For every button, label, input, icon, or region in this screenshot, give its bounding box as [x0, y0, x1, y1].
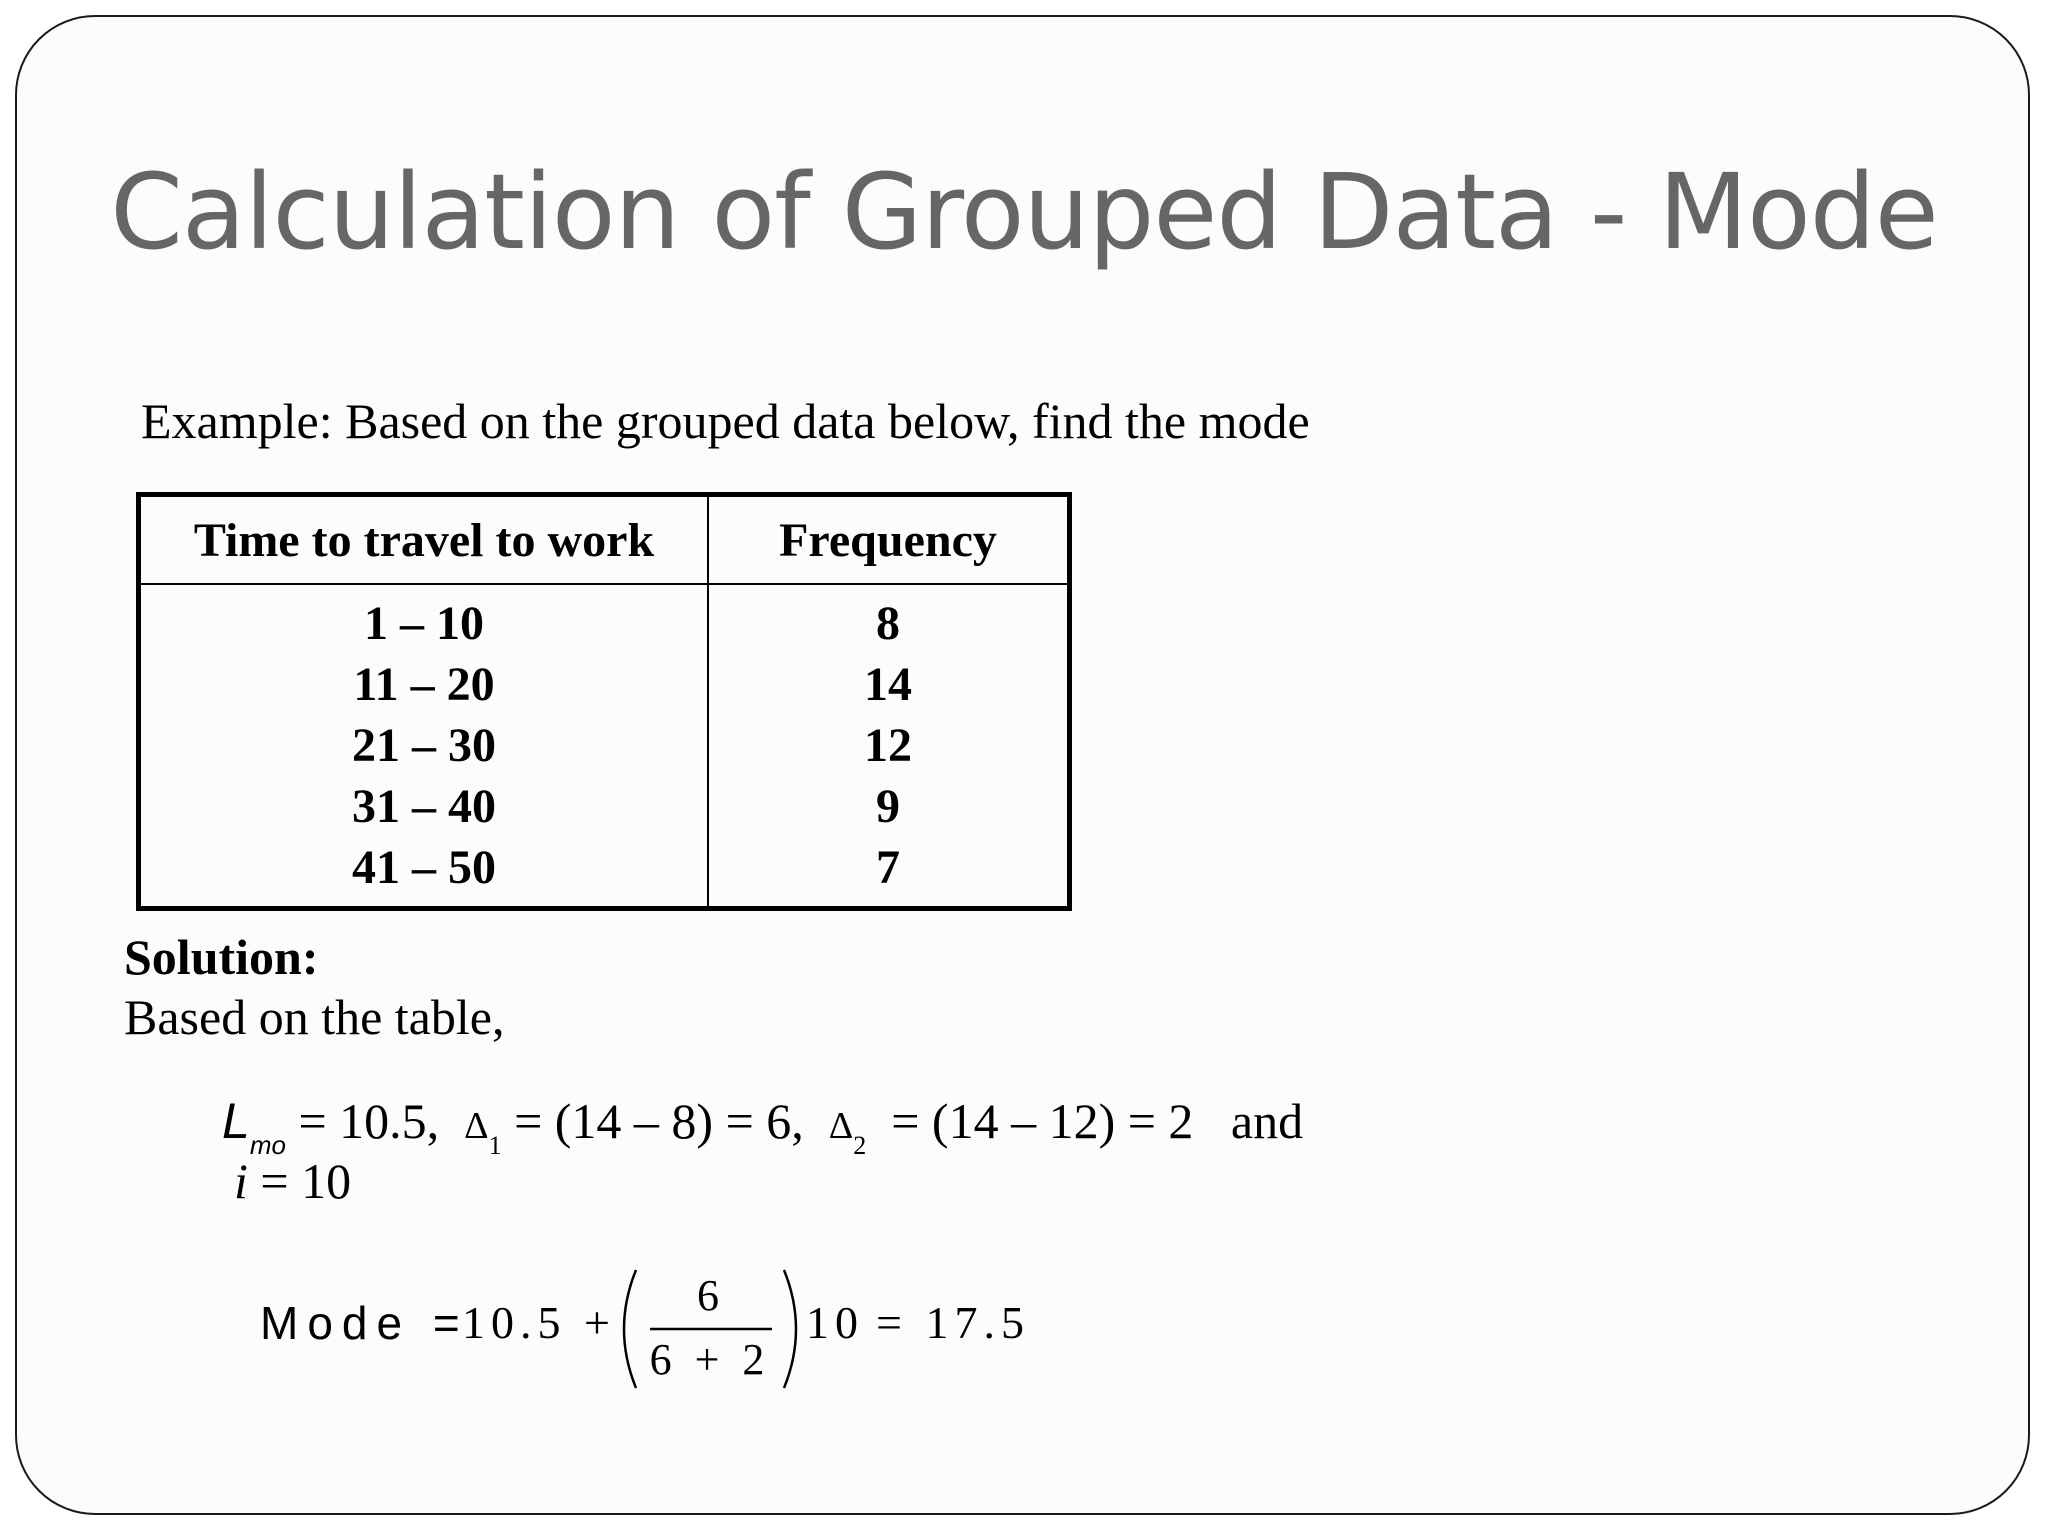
frequency-cell: 8	[876, 597, 900, 650]
example-text: Example: Based on the grouped data below, find the mode	[141, 393, 1310, 449]
interval-cell: 31 – 40	[139, 776, 709, 837]
lmo-value: = 10.5,	[285, 1093, 465, 1149]
frequency-cell: 12	[864, 719, 912, 772]
lmo-symbol: L	[222, 1093, 250, 1149]
solution-intro: Based on the table,	[124, 989, 505, 1045]
frequency-cell: 7	[876, 841, 900, 894]
delta1-value: = (14 – 8) = 6,	[501, 1093, 829, 1149]
interval-cell: 11 – 20	[139, 654, 709, 715]
i-symbol: i	[234, 1153, 248, 1209]
lmo-subscript: mo	[249, 1130, 286, 1160]
fraction-denominator: 6 + 2	[649, 1335, 771, 1384]
mode-multiplier: 10	[806, 1297, 864, 1348]
header-frequency: Frequency	[708, 495, 1070, 585]
mode-result: = 17.5	[876, 1297, 1030, 1348]
frequency-cell: 14	[864, 658, 912, 711]
table-row	[139, 584, 1070, 654]
left-paren	[624, 1270, 636, 1388]
slide-title: Calculation of Grouped Data - Mode	[110, 151, 1938, 273]
i-value: = 10	[247, 1153, 352, 1209]
mode-label: Mode =	[260, 1297, 469, 1349]
mode-base: 10.5 +	[462, 1297, 616, 1348]
grouped-data-table	[136, 492, 1072, 911]
table-row	[139, 837, 1070, 909]
table-header-row	[139, 495, 1070, 585]
given-values-line	[222, 1092, 1304, 1160]
delta2-subscript: 2	[853, 1131, 867, 1160]
delta1-symbol: Δ	[464, 1105, 489, 1147]
interval-cell: 41 – 50	[139, 837, 709, 909]
interval-cell: 1 – 10	[139, 584, 709, 654]
delta2-symbol: Δ	[828, 1105, 854, 1147]
solution-label: Solution:	[124, 929, 319, 985]
delta1-subscript: 1	[488, 1131, 502, 1160]
table-row	[139, 654, 1070, 715]
interval-width-line	[234, 1152, 351, 1210]
table-row	[139, 776, 1070, 837]
right-paren	[784, 1270, 796, 1388]
interval-cell: 21 – 30	[139, 715, 709, 776]
header-time: Time to travel to work	[139, 495, 709, 585]
frequency-cell: 9	[876, 780, 900, 833]
fraction-numerator: 6	[697, 1271, 719, 1320]
delta2-value: = (14 – 12) = 2 and	[866, 1093, 1304, 1149]
table-row	[139, 715, 1070, 776]
